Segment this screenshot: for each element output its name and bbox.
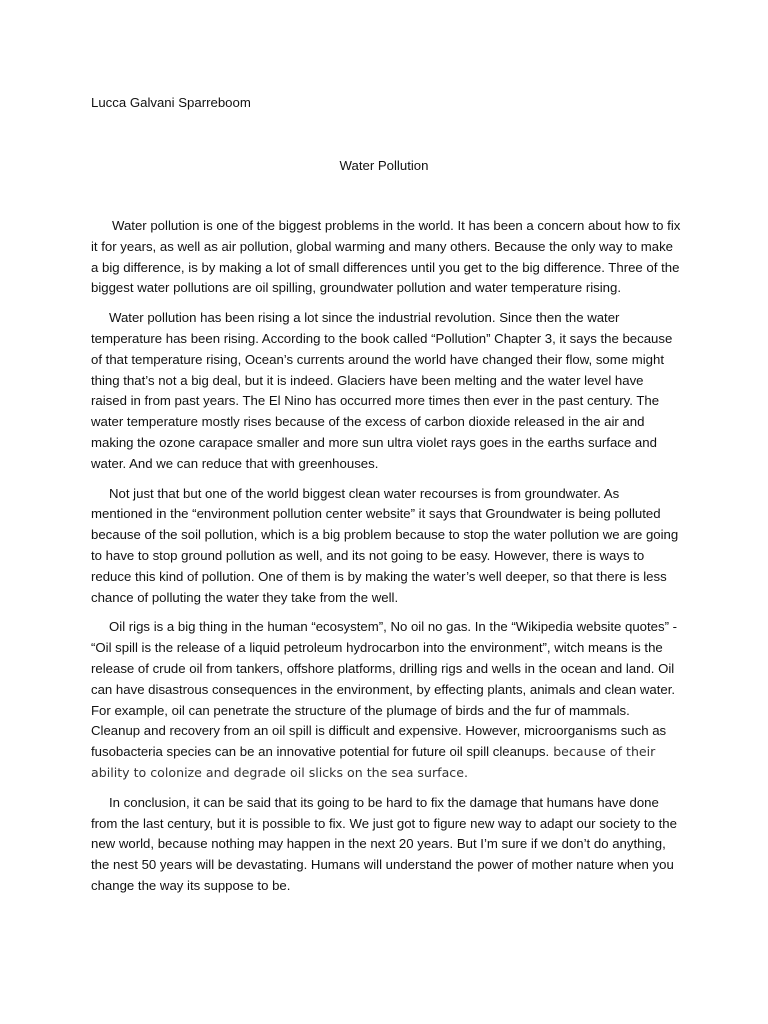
paragraph-intro: Water pollution is one of the biggest problems in the world. It has been a concern about how to fix it for years, as well as air pollution, global warming and many others. Because the only way to make a big difference, is by making a lot of small differences until you get to the big difference. Three of the biggest water pollutions are oil spilling, groundwater pollution and water temperature rising. bbox=[91, 218, 681, 296]
paragraph-temperature: Water pollution has been rising a lot since the industrial revolution. Since then the water temperature has been rising. According to the book called “Pollution” Chapter 3, it says the because of that temperature rising, Ocean’s currents around the world have changed their flow, some might thing that’s not a big deal, but it is indeed. Glaciers have been melting and the water level have raised in from past years. The El Nino has occurred more times then ever in the past century. The water temperature mostly rises because of the excess of carbon dioxide released in the air and making the ozone carapace smaller and more sun ultra violet rays goes in the earths surface and water. And we can reduce that with greenhouses. bbox=[91, 310, 673, 471]
document-body bbox=[91, 216, 681, 906]
author-name: Lucca Galvani Sparreboom bbox=[91, 95, 251, 110]
document-title: Water Pollution bbox=[339, 158, 429, 173]
paragraph-groundwater: Not just that but one of the world biggest clean water recourses is from groundwater. As mentioned in the “environment pollution center website” it says that Groundwater is being polluted because of the soil pollution, which is a big problem because to stop the water pollution we are going to have to stop ground pollution as well, and its not going to be easy. However, there is ways to reduce this kind of pollution. One of them is by making the water’s well deeper, so that there is less chance of polluting the water they take from the well. bbox=[91, 485, 679, 605]
oil-spill-text: Oil rigs is a big thing in the human “ecosystem”, No oil no gas. In the “Wikipedia website quotes” - “Oil spill is the release of a liquid petroleum hydrocarbon into the environment”, witch means is the release of crude oil from tankers, offshore platforms, drilling rigs and wells in the ocean and land. Oil can have disastrous consequences in the environment, by effecting plants, animals and clean water. For example, oil can penetrate the structure of the plumage of birds and the fur of mammals. Cleanup and recovery from an oil spill is difficult and expensive. However, microorganisms such as fusobacteria species can be an innovative potential for future oil spill cleanups. bbox=[91, 619, 678, 760]
pasted-fragment: because of their ability to colonize and degrade oil slicks on the sea surface. bbox=[91, 744, 656, 780]
paragraph-oil-spill bbox=[91, 617, 681, 783]
paragraph-conclusion: In conclusion, it can be said that its going to be hard to fix the damage that humans have done from the last century, but it is possible to fix. We just got to figure new way to adapt our society to the new world, because nothing may happen in the next 20 years. But I’m sure if we don’t do anything, the nest 50 years will be devastating. Humans will understand the power of mother nature when you change the way its suppose to be. bbox=[91, 794, 677, 893]
